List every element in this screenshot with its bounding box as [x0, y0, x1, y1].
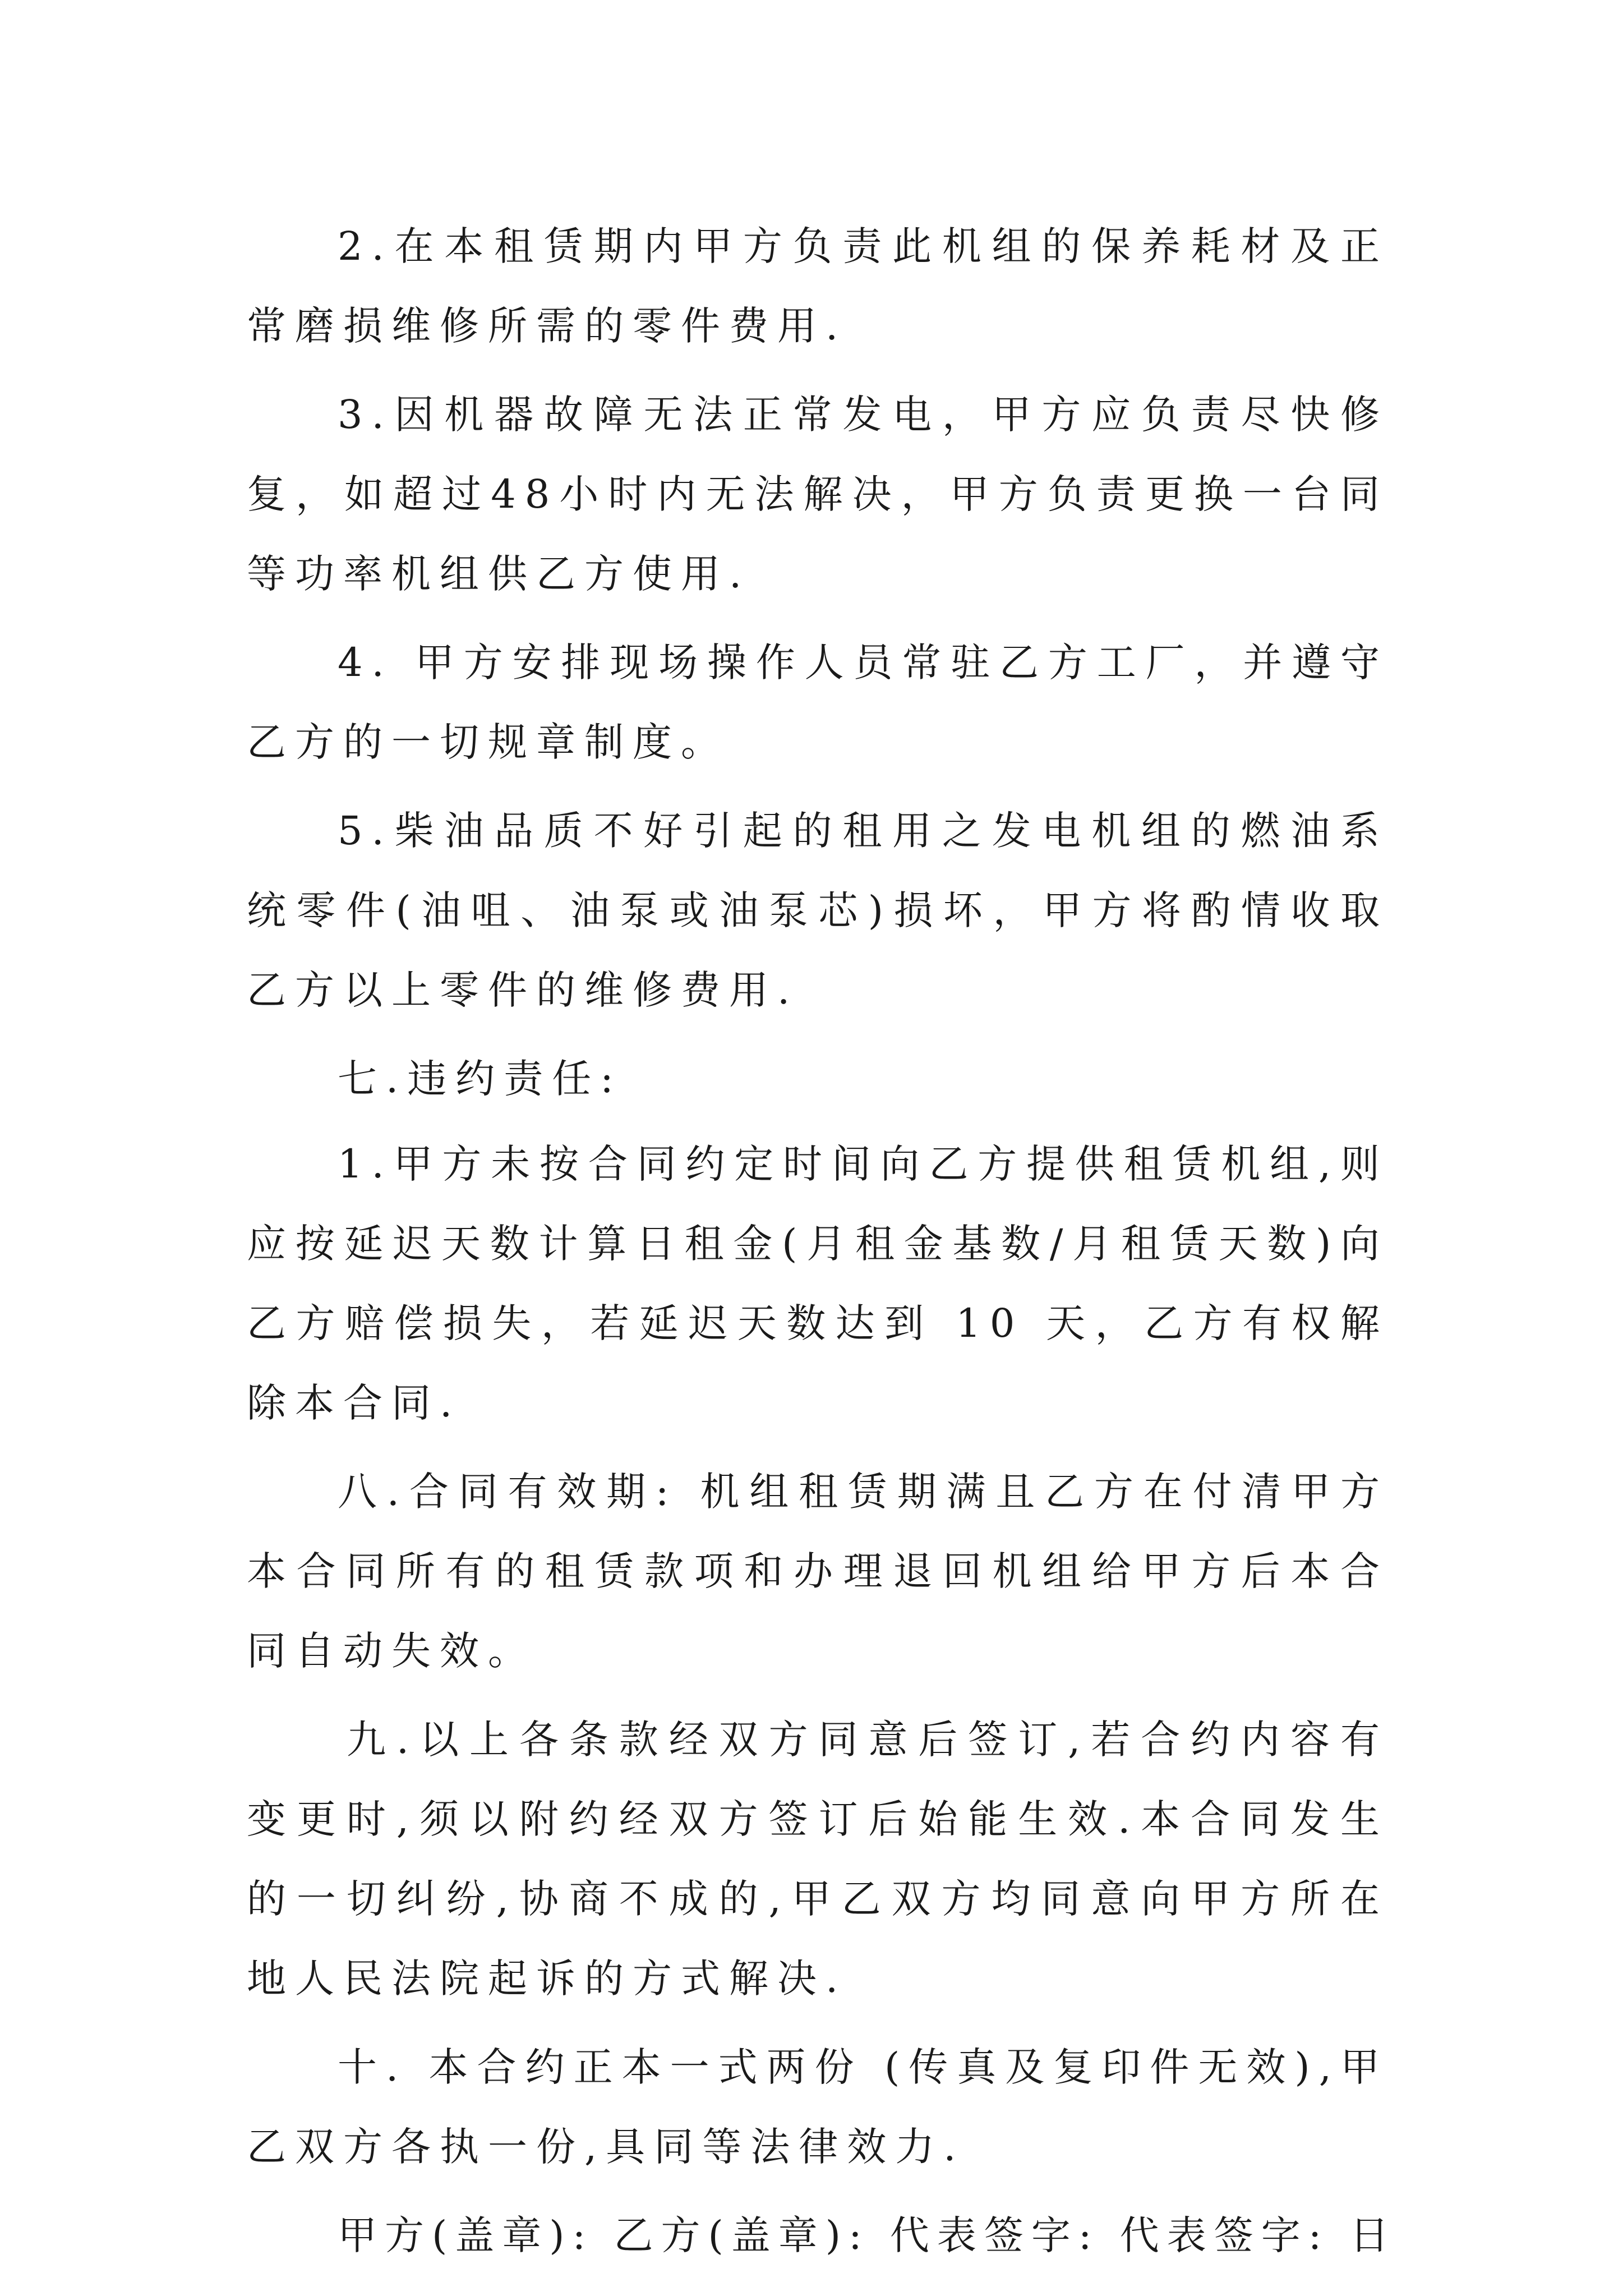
- signature-line: 甲方(盖章): 乙方(盖章): 代表签字: 代表签字: 日: [338, 2212, 1397, 2258]
- clause-6-4: 4. 甲方安排现场操作人员常驻乙方工厂，并遵守乙方的一切规章制度。: [247, 639, 1389, 765]
- clause-6-3: 3.因机器故障无法正常发电，甲方应负责尽快修复，如超过48小时内无法解决，甲方负责更换一台同等功率机组供乙方使用.: [247, 392, 1389, 597]
- clause-7-1: 1.甲方未按合同约定时间向乙方提供租赁机组,则应按延迟天数计算日租金(月租金基数/月租赁天数)向乙方赔偿损失，若延迟天数达到 10 天，乙方有权解除本合同.: [247, 1141, 1389, 1426]
- section-9-amendments: 九.以上各条款经双方同意后签订,若合约内容有变更时,须以附约经双方签订后始能生效.本合同发生的一切纠纷,协商不成的,甲乙双方均同意向甲方所在地人民法院起诉的方式解决.: [247, 1717, 1389, 2001]
- clause-6-2: 2.在本租赁期内甲方负责此机组的保养耗材及正常磨损维修所需的零件费用.: [247, 223, 1389, 349]
- section-10-copies: 十. 本合约正本一式两份 (传真及复印件无效),甲乙双方各执一份,具同等法律效力.: [247, 2044, 1389, 2170]
- section-7-heading: 七.违约责任:: [338, 1056, 623, 1102]
- document-body: [247, 206, 1397, 2275]
- clause-6-5: 5.柴油品质不好引起的租用之发电机组的燃油系统零件(油咀、油泵或油泵芯)损坏，甲方将酌情收取乙方以上零件的维修费用.: [247, 808, 1389, 1013]
- section-8-validity: 八.合同有效期: 机组租赁期满且乙方在付清甲方本合同所有的租赁款项和办理退回机组给甲方后本合同自动失效。: [247, 1469, 1389, 1674]
